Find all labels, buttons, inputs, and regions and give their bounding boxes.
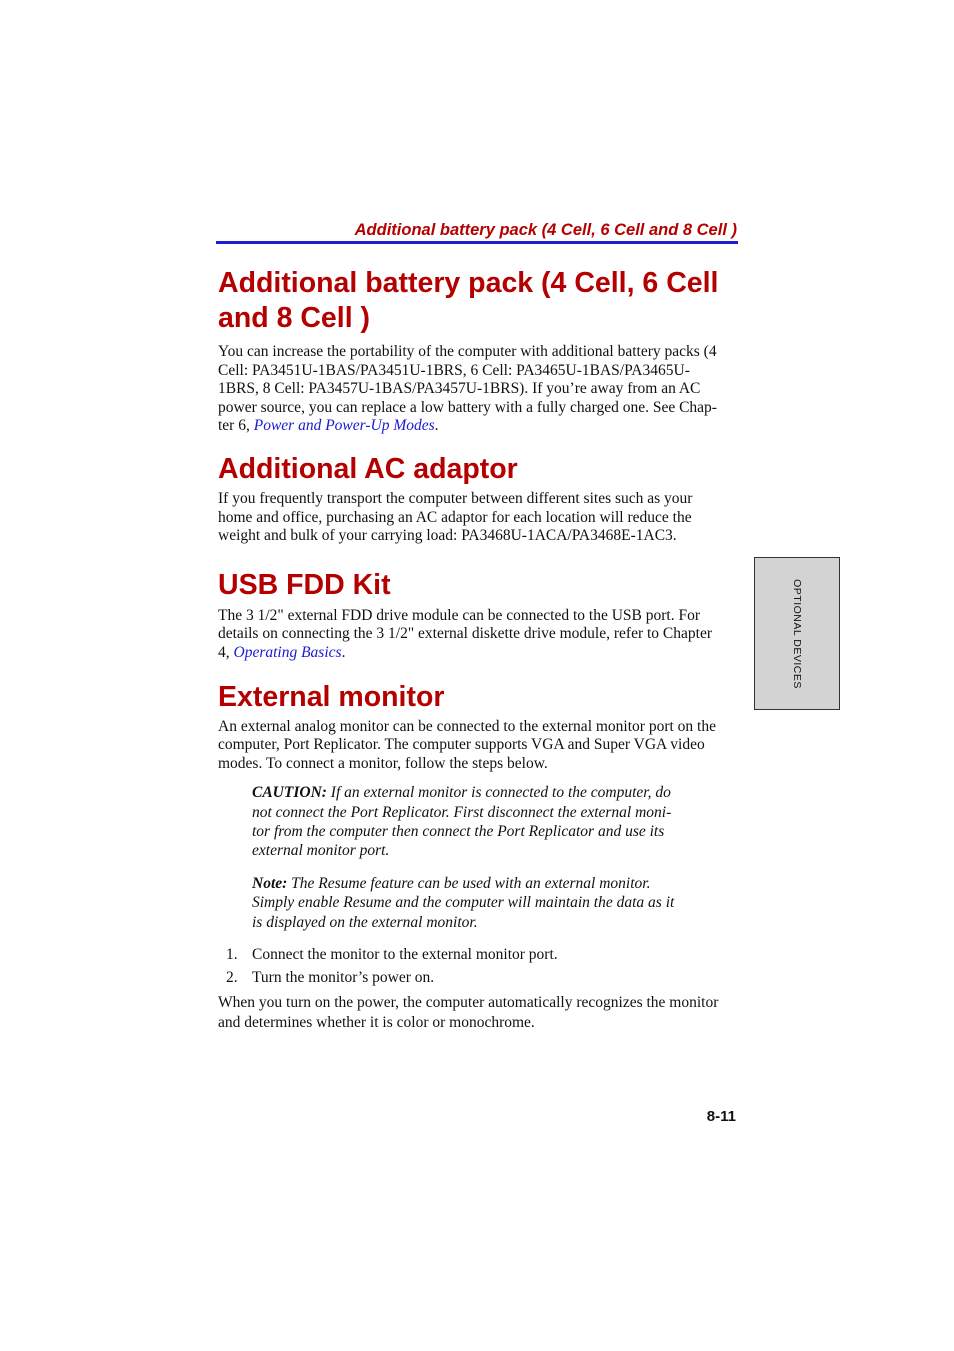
note-block (252, 874, 692, 932)
usb-line: details on connecting the 3 1/2" external diskette drive module, refer to Chapter (218, 625, 712, 643)
caution-block (252, 783, 692, 860)
page-number: 8-11 (706, 1108, 736, 1125)
caution-line: external monitor port. (252, 841, 390, 859)
usb-fdd-heading: USB FDD Kit (218, 568, 391, 601)
battery-paragraph (218, 343, 740, 436)
usb-line-end: . (341, 643, 346, 661)
closing-line: and determines whether it is color or monochrome. (218, 1013, 535, 1031)
usb-line: The 3 1/2" external FDD drive module can be connected to the USB port. For (218, 606, 700, 624)
ac-line: home and office, purchasing an AC adaptor for each location will reduce the (218, 508, 692, 526)
battery-heading (218, 266, 740, 336)
battery-line-end: . (434, 417, 439, 435)
header-rule (216, 241, 738, 244)
caution-line: tor from the computer then connect the Port Replicator and use its (252, 822, 665, 840)
step-text: Turn the monitor’s power on. (252, 969, 435, 987)
chapter-tab-label: OPTIONAL DEVICES (791, 578, 803, 689)
usb-line: 4, (218, 643, 234, 661)
note-line: The Resume feature can be used with an external monitor. (287, 875, 651, 893)
note-label: Note: (252, 875, 288, 893)
ac-line: weight and bulk of your carrying load: PA3468U-1ACA/PA3468E-1AC3. (218, 527, 677, 545)
monitor-line: computer, Port Replicator. The computer supports VGA and Super VGA video (218, 736, 705, 754)
step-number: 1. (226, 945, 238, 963)
battery-line: 1BRS, 8 Cell: PA3457U-1BAS/PA3457U-1BRS). If you’re away from an AC (218, 380, 701, 398)
step-item (218, 946, 740, 965)
ac-line: If you frequently transport the computer between different sites such as your (218, 489, 693, 507)
battery-line: You can increase the portability of the computer with additional battery packs (4 (218, 343, 717, 360)
battery-heading-line2: and 8 Cell ) (218, 302, 371, 334)
usb-fdd-paragraph (218, 607, 740, 663)
monitor-line: An external analog monitor can be connected to the external monitor port on the (218, 717, 716, 735)
battery-line: ter 6, (218, 417, 254, 435)
step-text: Connect the monitor to the external monitor port. (252, 945, 558, 963)
monitor-line: modes. To connect a monitor, follow the steps below. (218, 754, 548, 772)
external-monitor-paragraph (218, 718, 740, 774)
step-item (218, 969, 740, 988)
page-content (218, 266, 740, 1033)
note-line: is displayed on the external monitor. (252, 913, 478, 931)
chapter-side-tab (754, 557, 840, 710)
caution-line: If an external monitor is connected to the computer, do (326, 784, 671, 802)
battery-line: Cell: PA3451U-1BAS/PA3451U-1BRS, 6 Cell: PA3465U-1BAS/PA3465U- (218, 361, 690, 379)
ac-adaptor-heading: Additional AC adaptor (218, 452, 518, 485)
ac-adaptor-paragraph (218, 490, 740, 546)
external-monitor-heading: External monitor (218, 680, 445, 713)
power-modes-link[interactable]: Power and Power-Up Modes (253, 417, 435, 435)
operating-basics-link[interactable]: Operating Basics (233, 643, 342, 661)
battery-heading-line1: Additional battery pack (4 Cell, 6 Cell (218, 267, 719, 299)
caution-line: not connect the Port Replicator. First disconnect the external moni- (252, 803, 672, 821)
note-line: Simply enable Resume and the computer will maintain the data as it (252, 894, 675, 912)
closing-paragraph (218, 993, 740, 1033)
running-header: Additional battery pack (4 Cell, 6 Cell and 8 Cell ) (354, 221, 737, 239)
closing-line: When you turn on the power, the computer automatically recognizes the monitor (218, 993, 719, 1011)
battery-line: power source, you can replace a low battery with a fully charged one. See Chap- (218, 398, 717, 416)
step-number: 2. (226, 969, 238, 987)
caution-label: CAUTION: (252, 784, 327, 802)
